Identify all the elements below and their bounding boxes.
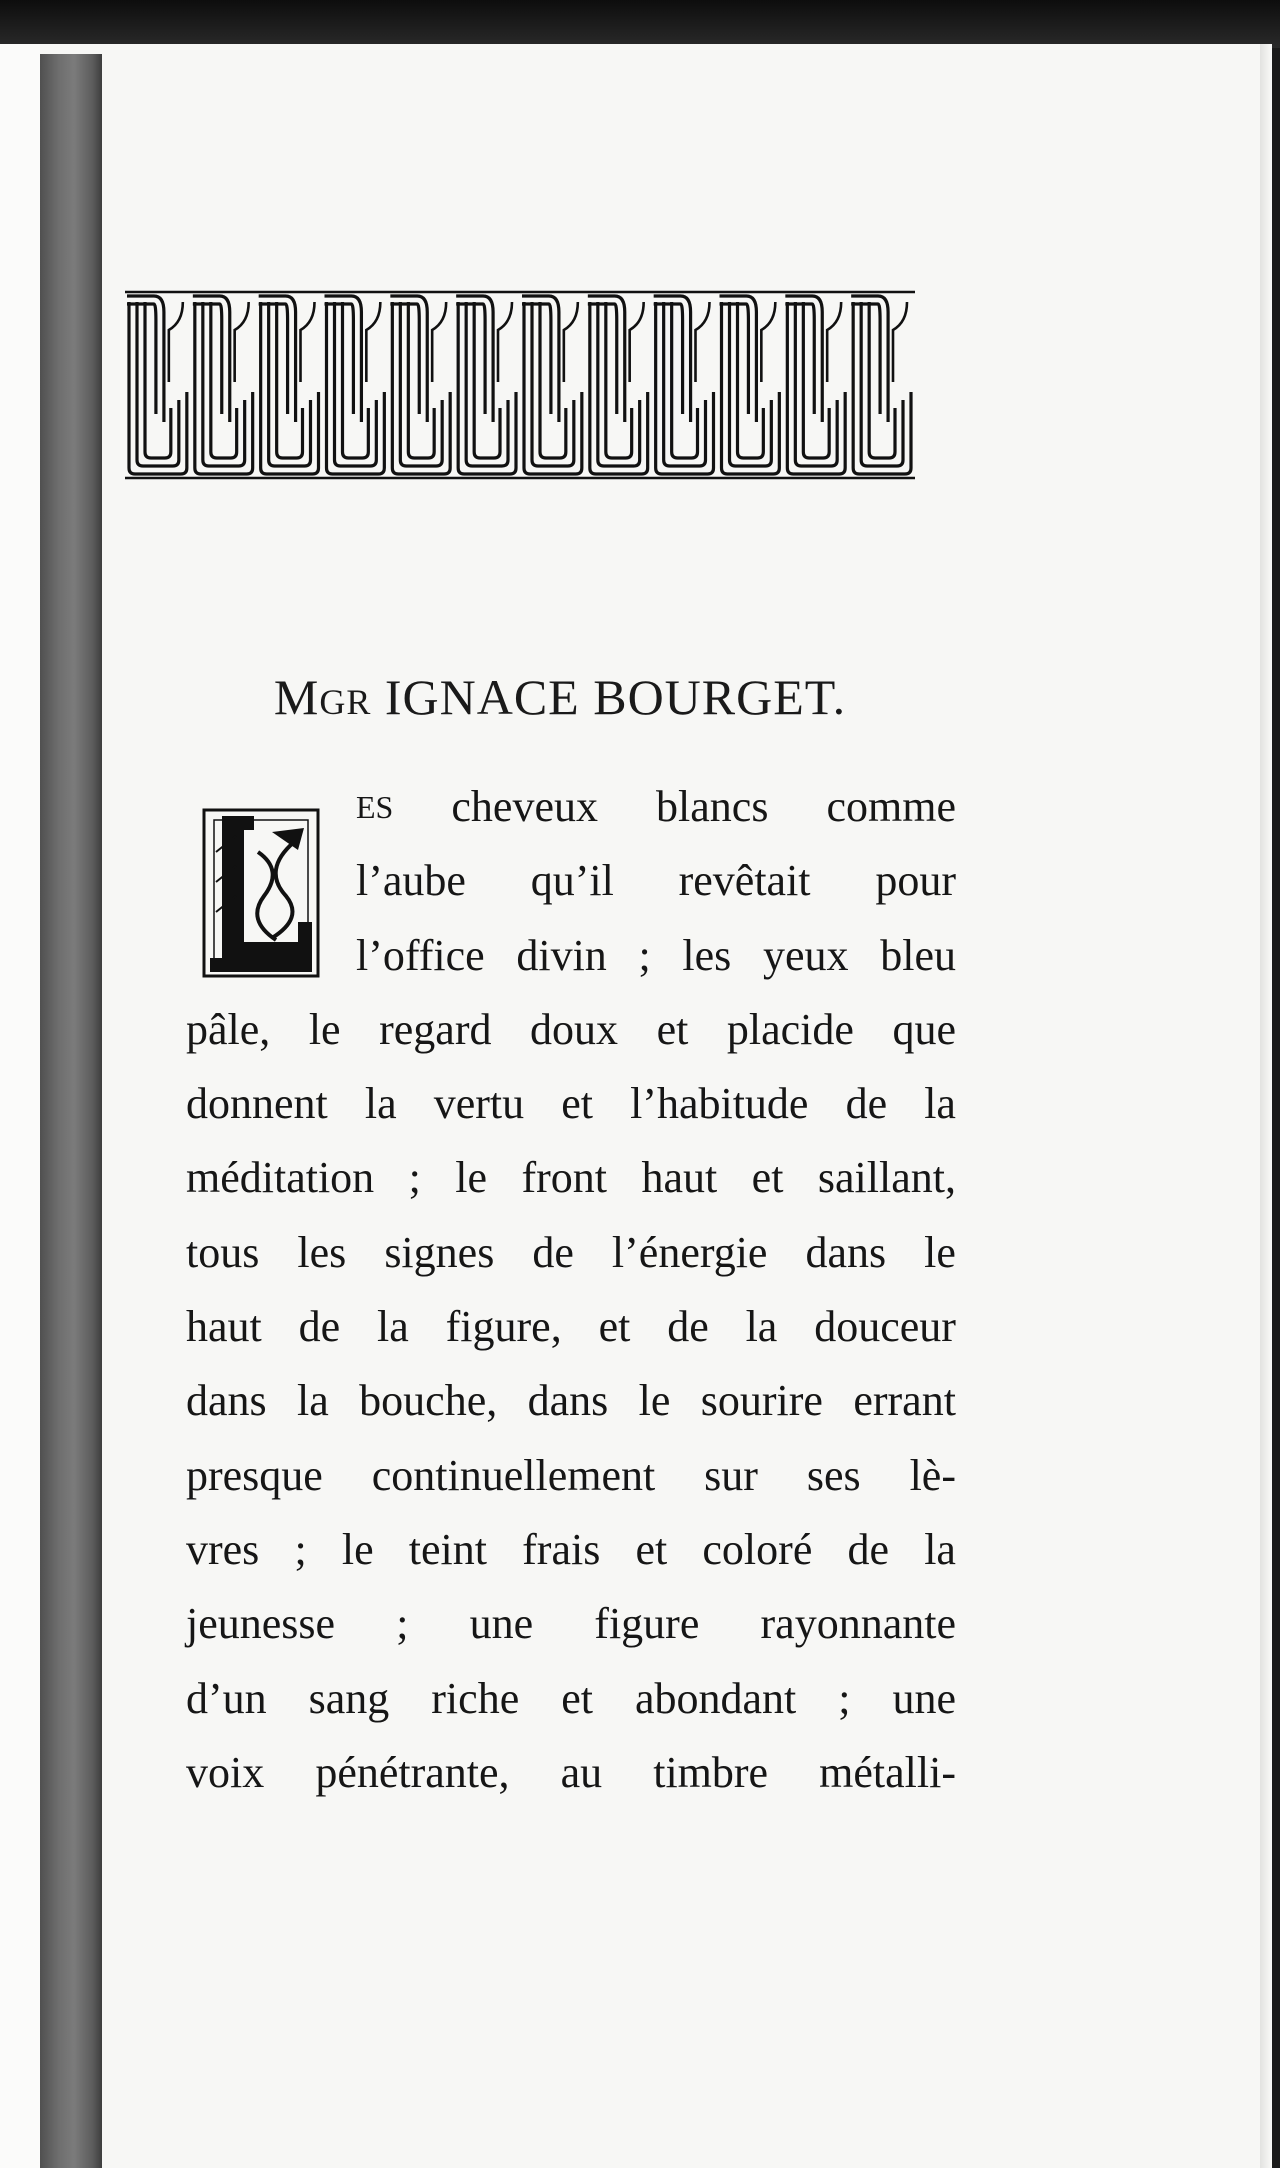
text-line: méditation ; le front haut et saillant, — [186, 1153, 956, 1203]
text-line: dans la bouche, dans le sourire errant — [186, 1376, 956, 1426]
text-line: ES cheveux blancs comme — [186, 770, 956, 844]
text-line: voix pénétrante, au timbre métalli- — [186, 1747, 956, 1797]
text-line: pâle, le regard doux et placide que — [186, 1004, 956, 1054]
scanner-top-band — [0, 0, 1280, 48]
body-text — [186, 770, 956, 1810]
text-line: presque continuellement sur ses lè- — [186, 1450, 956, 1500]
page-right-edge — [1260, 44, 1272, 2168]
title-name: IGNACE BOURGET. — [384, 669, 847, 725]
first-word-remainder: ES — [356, 789, 394, 825]
text-line: d’un sang riche et abondant ; une — [186, 1673, 956, 1723]
title-prefix: MGR — [273, 669, 372, 725]
left-margin — [0, 44, 40, 2168]
chapter-title — [160, 668, 960, 726]
decorative-headband-ornament — [112, 282, 928, 488]
book-spine-shadow — [40, 54, 102, 2168]
text-line: l’office divin ; les yeux bleu — [356, 930, 956, 980]
text-line: haut de la figure, et de la douceur — [186, 1302, 956, 1352]
text-line: tous les signes de l’énergie dans le — [186, 1227, 956, 1277]
text-line: l’aube qu’il revêtait pour — [356, 856, 956, 906]
text-line: jeunesse ; une figure rayonnante — [186, 1599, 956, 1649]
text-line: donnent la vertu et l’habitude de la — [186, 1079, 956, 1129]
text-line: vres ; le teint frais et coloré de la — [186, 1524, 956, 1574]
